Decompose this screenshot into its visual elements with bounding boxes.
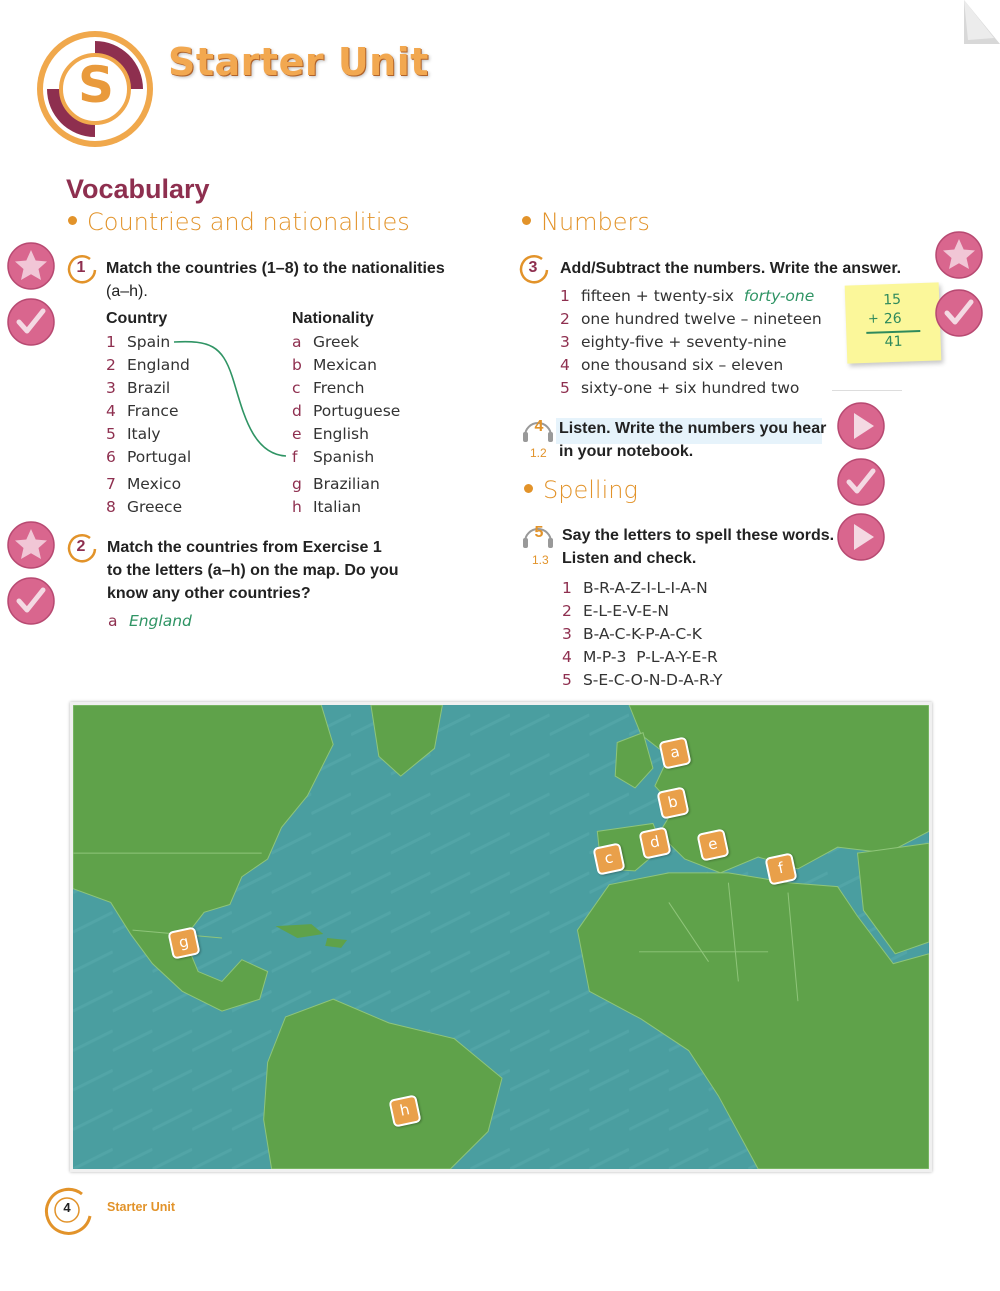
list-item: 8 Greece [106,498,183,516]
play-icon [836,512,886,562]
list-item: 4 M-P-3 P-L-A-Y-E-R [562,648,718,666]
bullet-icon [68,216,77,225]
list-item: 5 S-E-C-O-N-D-A-R-Y [562,671,723,689]
list-item: 5 Italy [106,425,161,443]
list-item: b Mexican [292,356,377,374]
exercise-2-example: a England [108,612,192,630]
list-item: e English [292,425,369,443]
check-icon [934,288,984,338]
play-icon [836,401,886,451]
check-icon [6,576,56,626]
list-item: 1 B-R-A-Z-I-L-I-A-N [562,579,708,597]
world-map [70,702,932,1172]
map-pin-b[interactable]: b [656,786,689,819]
map-pin-d[interactable]: d [638,826,671,859]
list-item: 1 Spain [106,333,171,351]
spelling-heading: Spelling [524,476,638,504]
map-pin-h[interactable]: h [388,1094,421,1127]
list-item: c French [292,379,365,397]
star-icon [6,241,56,291]
exercise-1-number: 1 [66,254,98,286]
check-icon [6,297,56,347]
divider [832,390,902,391]
unit-title: Starter Unit [168,40,429,84]
list-item: 4 France [106,402,179,420]
numbers-heading: Numbers [522,208,650,236]
map-pin-e[interactable]: e [696,828,729,861]
play-audio-button[interactable] [836,512,886,562]
list-item: d Portuguese [292,402,401,420]
check-icon [836,457,886,507]
nationality-list [292,331,400,519]
spelling-list [562,577,722,692]
unit-letter: S [77,56,114,114]
star-icon [934,230,984,280]
page-number: 4 [63,1200,71,1215]
countries-heading: Countries and nationalities [68,208,410,236]
map-pin-g[interactable]: g [167,926,200,959]
list-item: 2 E-L-E-V-E-N [562,602,670,620]
check-button[interactable] [934,288,984,338]
exercise-4-instruction: Listen. Write the numbers you hear in your notebook. [559,420,827,460]
exercise-5-number: 5 [534,524,544,541]
exercise-2-instruction: Match the countries from Exercise 1 to the letters (a–h) on the map. Do you know any other countries? [107,539,399,602]
list-item: f Spanish [292,448,375,466]
section-heading: Vocabulary [66,174,210,204]
exercise-1-instruction: Match the countries (1–8) to the nationalities (a–h). [106,260,445,300]
list-item: g Brazilian [292,475,380,493]
list-item: 2 one hundred twelve – nineteen [560,310,822,328]
list-item: 3 eighty-five + seventy-nine [560,333,787,351]
list-item: 1 fifteen + twenty-six forty-one [560,287,815,305]
list-item: 3 B-A-C-K-P-A-C-K [562,625,702,643]
play-audio-button[interactable] [836,401,886,451]
list-item: 6 Portugal [106,448,192,466]
list-item: 3 Brazil [106,379,171,397]
exercise-3-instruction: Add/Subtract the numbers. Write the answer. [560,260,902,277]
bullet-icon [524,484,533,493]
list-item: 7 Mexico [106,475,182,493]
list-item: 4 one thousand six – eleven [560,356,784,374]
exercise-2-number: 2 [66,533,98,565]
sticky-note: 15 + 26 41 [845,282,942,363]
footer-label: Starter Unit [107,1200,176,1214]
map-pin-f[interactable]: f [764,852,797,885]
exercise-4-number: 4 [534,418,544,435]
star-button[interactable] [934,230,984,280]
track-number: 1.3 [532,553,549,567]
list-item: 2 England [106,356,190,374]
star-button[interactable] [6,520,56,570]
bullet-icon [522,216,531,225]
exercise-5-instruction: Say the letters to spell these words. Listen and check. [562,527,835,567]
page-fold-corner [964,0,1000,44]
check-button[interactable] [6,297,56,347]
track-number: 1.2 [530,446,547,460]
exercise-3-number: 3 [518,254,550,286]
check-button[interactable] [836,457,886,507]
star-icon [6,520,56,570]
star-button[interactable] [6,241,56,291]
map-graphic [73,705,929,1169]
match-connector-line [170,336,300,466]
map-pin-a[interactable]: a [658,736,691,769]
list-item: h Italian [292,498,362,516]
map-pin-c[interactable]: c [592,842,625,875]
country-column-header: Country [106,310,168,327]
list-item: 5 sixty-one + six hundred two [560,379,800,397]
numbers-list [560,285,822,400]
check-button[interactable] [6,576,56,626]
list-item: a Greek [292,333,360,351]
nationality-column-header: Nationality [292,310,374,327]
